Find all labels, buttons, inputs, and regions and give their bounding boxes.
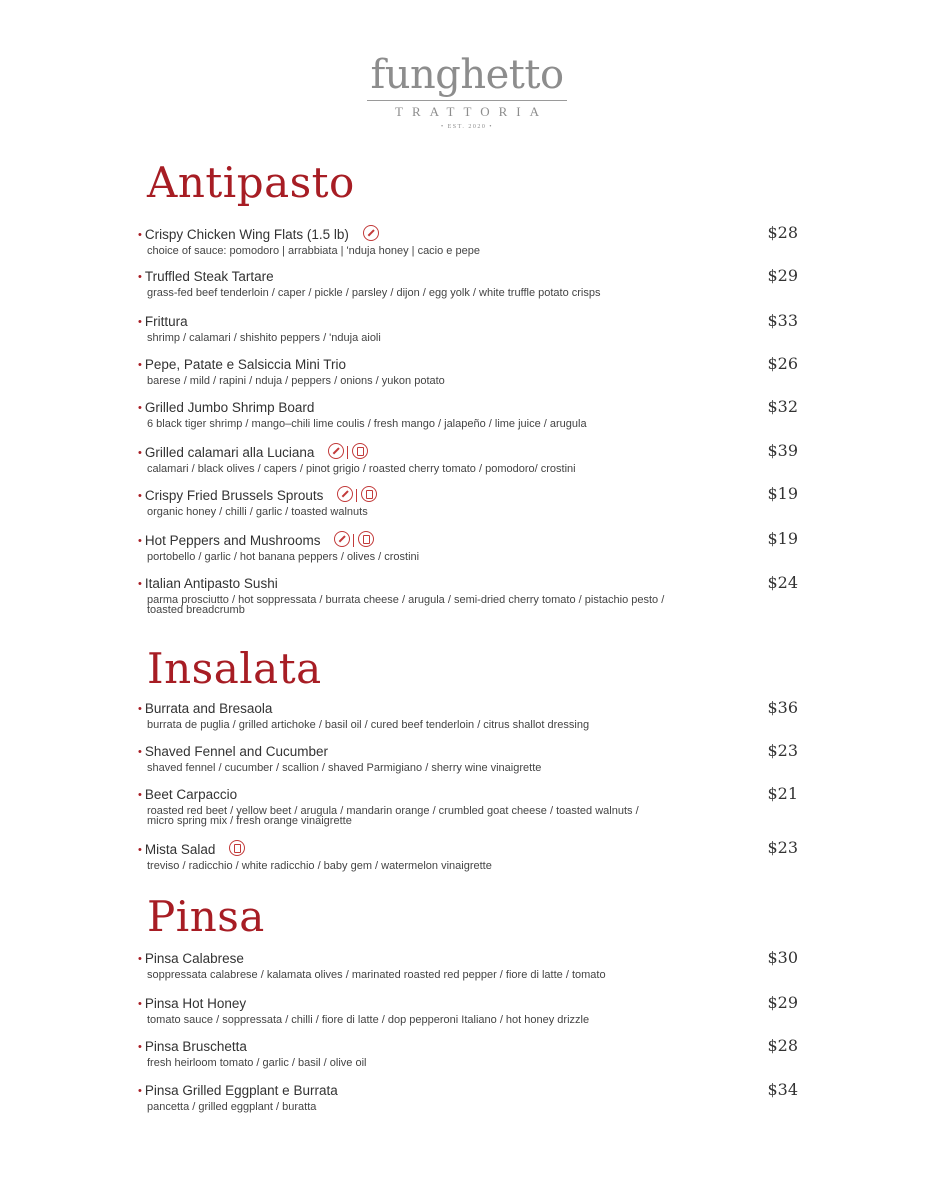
- item-name: Burrata and Bresaola: [144, 701, 273, 716]
- menu-item: • Pinsa Grilled Eggplant e Burrata pancetta / grilled eggplant / buratta $34: [138, 1080, 798, 1113]
- item-name: Crispy Chicken Wing Flats (1.5 lb): [144, 227, 349, 242]
- menu-item: • Shaved Fennel and Cucumber shaved fennel / cucumber / scallion / shaved Parmigiano / sherry wine vinaigrette $23: [138, 741, 798, 774]
- item-name: Hot Peppers and Mushrooms: [144, 533, 321, 548]
- menu-item: • Grilled calamari alla Luciana calamari / black olives / capers / pinot grigio / roasted cherry tomato / pomodoro/ crostini $39: [138, 441, 798, 475]
- item-price: $29: [767, 993, 798, 1012]
- menu-item: • Truffled Steak Tartare grass-fed beef tenderloin / caper / pickle / parsley / dijon / egg yolk / white truffle potato crisps $29: [138, 266, 798, 299]
- logo-established: • EST. 2020 •: [441, 124, 493, 130]
- item-price: $28: [767, 223, 798, 242]
- logo-divider: [367, 100, 567, 101]
- item-description: organic honey / chilli / garlic / toasted walnuts: [147, 506, 368, 518]
- item-description: grass-fed beef tenderloin / caper / pickle / parsley / dijon / egg yolk / white truffle potato crisps: [147, 287, 601, 299]
- menu-item: • Mista Salad treviso / radicchio / white radicchio / baby gem / watermelon vinaigrette $23: [138, 838, 798, 872]
- gluten-free-icon: [361, 486, 377, 502]
- restaurant-logo: [367, 50, 567, 134]
- item-description: tomato sauce / soppressata / chilli / fiore di latte / dop pepperoni Italiano / hot honey drizzle: [147, 1014, 590, 1026]
- item-description: soppressata calabrese / kalamata olives / marinated roasted red pepper / fiore di latte / tomato: [147, 969, 606, 981]
- menu-item: • Pinsa Hot Honey tomato sauce / soppressata / chilli / fiore di latte / dop pepperoni Italiano / hot honey drizzle $29: [138, 993, 798, 1026]
- item-price: $33: [767, 311, 798, 330]
- item-name: Beet Carpaccio: [144, 787, 238, 802]
- item-price: $36: [767, 698, 798, 717]
- section-title-antipasto: Antipasto: [147, 158, 355, 207]
- item-name: Pinsa Hot Honey: [144, 996, 247, 1011]
- gluten-free-icon: [358, 531, 374, 547]
- item-name: Pinsa Grilled Eggplant e Burrata: [144, 1083, 338, 1098]
- item-description: barese / mild / rapini / nduja / peppers / onions / yukon potato: [147, 375, 445, 387]
- item-name: Grilled Jumbo Shrimp Board: [144, 400, 315, 415]
- logo-subtitle: TRATTORIA: [395, 104, 548, 119]
- vegetarian-icon: [334, 531, 350, 547]
- icon-separator: [347, 446, 348, 459]
- menu-item: • Pinsa Calabrese soppressata calabrese / kalamata olives / marinated roasted red pepper / fiore di latte / tomato $30: [138, 948, 798, 981]
- item-price: $32: [767, 397, 798, 416]
- vegetarian-icon: [328, 443, 344, 459]
- item-price: $19: [767, 529, 798, 548]
- menu-item: • Beet Carpaccio roasted red beet / yellow beet / arugula / mandarin orange / crumbled goat cheese / toasted walnuts / micro spring mix / fresh orange vinaigrette $21: [138, 784, 798, 827]
- item-name: Mista Salad: [144, 842, 216, 857]
- item-description: burrata de puglia / grilled artichoke / basil oil / cured beef tenderloin / citrus shallot dressing: [147, 719, 590, 731]
- item-description: portobello / garlic / hot banana peppers / olives / crostini: [147, 551, 420, 563]
- vegetarian-icon: [337, 486, 353, 502]
- item-description: roasted red beet / yellow beet / arugula / mandarin orange / crumbled goat cheese / toasted walnuts / micro spring mix / fresh orange vinaigrette: [147, 805, 639, 827]
- menu-item: • Grilled Jumbo Shrimp Board 6 black tiger shrimp / mango–chili lime coulis / fresh mango / jalapeño / lime juice / arugula $32: [138, 397, 798, 430]
- item-price: $21: [767, 784, 798, 803]
- item-price: $34: [767, 1080, 798, 1099]
- item-name: Pinsa Calabrese: [144, 951, 244, 966]
- menu-item: • Crispy Fried Brussels Sprouts organic honey / chilli / garlic / toasted walnuts $19: [138, 484, 798, 518]
- gluten-free-icon: [352, 443, 368, 459]
- menu-item: • Pinsa Bruschetta fresh heirloom tomato / garlic / basil / olive oil $28: [138, 1036, 798, 1069]
- menu-item: • Frittura shrimp / calamari / shishito peppers / 'nduja aioli $33: [138, 311, 798, 344]
- section-title-pinsa: Pinsa: [147, 892, 265, 941]
- item-name: Truffled Steak Tartare: [144, 269, 274, 284]
- item-name: Grilled calamari alla Luciana: [144, 445, 315, 460]
- item-description: parma prosciutto / hot soppressata / burrata cheese / arugula / semi-dried cherry tomato / pistachio pesto / toasted breadcrumb: [147, 594, 665, 616]
- item-description: treviso / radicchio / white radicchio / baby gem / watermelon vinaigrette: [147, 860, 492, 872]
- item-price: $23: [767, 838, 798, 857]
- menu-item: • Hot Peppers and Mushrooms portobello / garlic / hot banana peppers / olives / crostini $19: [138, 529, 798, 563]
- item-description: choice of sauce: pomodoro | arrabbiata | 'nduja honey | cacio e pepe: [147, 245, 480, 257]
- item-price: $23: [767, 741, 798, 760]
- item-name: Frittura: [144, 314, 188, 329]
- item-description: fresh heirloom tomato / garlic / basil / olive oil: [147, 1057, 367, 1069]
- item-description: shaved fennel / cucumber / scallion / shaved Parmigiano / sherry wine vinaigrette: [147, 762, 542, 774]
- item-price: $24: [767, 573, 798, 592]
- item-price: $29: [767, 266, 798, 285]
- item-description: shrimp / calamari / shishito peppers / 'nduja aioli: [147, 332, 381, 344]
- item-name: Pepe, Patate e Salsiccia Mini Trio: [144, 357, 346, 372]
- item-description: pancetta / grilled eggplant / buratta: [147, 1101, 317, 1113]
- item-description: 6 black tiger shrimp / mango–chili lime coulis / fresh mango / jalapeño / lime juice / arugula: [147, 418, 587, 430]
- item-name: Pinsa Bruschetta: [144, 1039, 247, 1054]
- icon-separator: [356, 489, 357, 502]
- item-price: $39: [767, 441, 798, 460]
- item-description: calamari / black olives / capers / pinot grigio / roasted cherry tomato / pomodoro/ crostini: [147, 463, 576, 475]
- icon-separator: [353, 534, 354, 547]
- item-price: $26: [767, 354, 798, 373]
- item-price: $19: [767, 484, 798, 503]
- vegetarian-icon: [363, 225, 379, 241]
- menu-item: • Italian Antipasto Sushi parma prosciutto / hot soppressata / burrata cheese / arugula / semi-dried cherry tomato / pistachio pesto / toasted breadcrumb $24: [138, 573, 798, 616]
- section-title-insalata: Insalata: [147, 644, 322, 693]
- item-name: Italian Antipasto Sushi: [144, 576, 278, 591]
- item-name: Shaved Fennel and Cucumber: [144, 744, 328, 759]
- item-price: $30: [767, 948, 798, 967]
- item-name: Crispy Fried Brussels Sprouts: [144, 488, 324, 503]
- logo-name: funghetto: [370, 52, 564, 98]
- menu-item: • Burrata and Bresaola burrata de puglia / grilled artichoke / basil oil / cured beef tenderloin / citrus shallot dressing $36: [138, 698, 798, 731]
- gluten-free-icon: [229, 840, 245, 856]
- item-price: $28: [767, 1036, 798, 1055]
- menu-item: • Pepe, Patate e Salsiccia Mini Trio barese / mild / rapini / nduja / peppers / onions / yukon potato $26: [138, 354, 798, 387]
- menu-item: • Crispy Chicken Wing Flats (1.5 lb) choice of sauce: pomodoro | arrabbiata | 'nduja honey | cacio e pepe $28: [138, 223, 798, 257]
